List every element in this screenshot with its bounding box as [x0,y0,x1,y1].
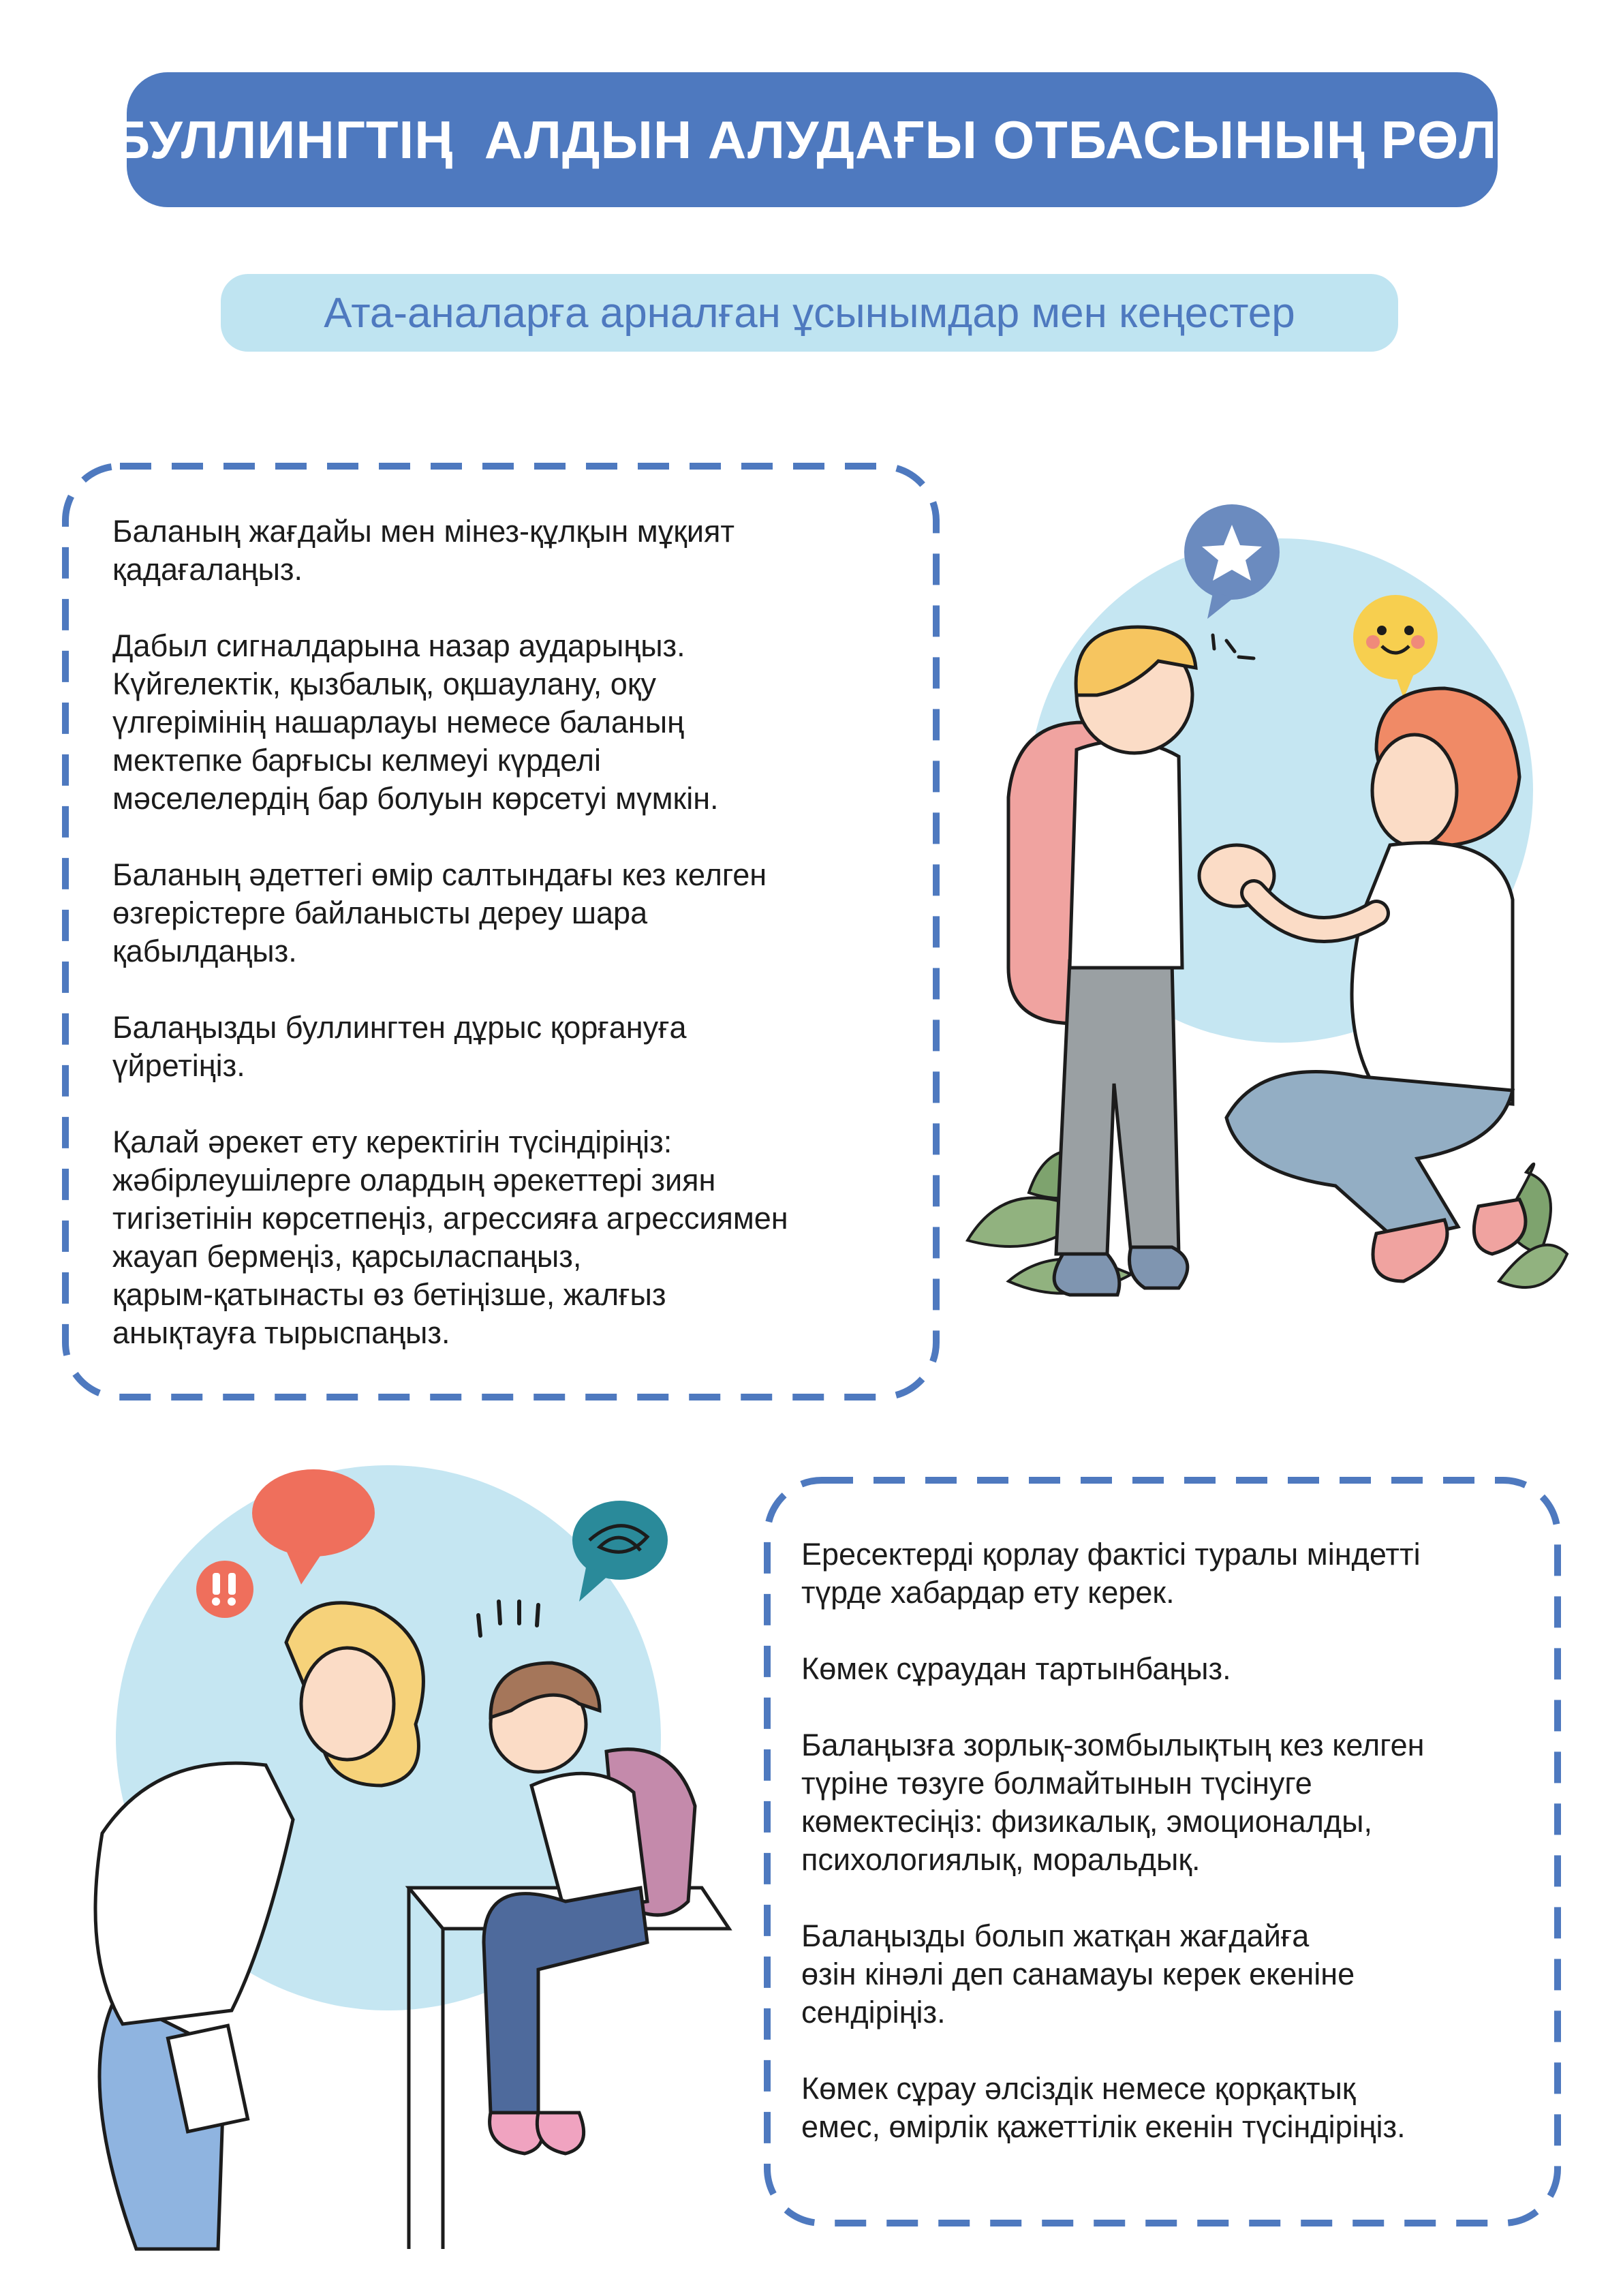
advice-paragraph: Баланың жағдайы мен мінез-құлқын мұқият қадағалаңыз. [112,514,735,587]
girl-shoe [537,2113,583,2154]
advice-paragraph: Көмек сұрау әлсіздік немесе қорқақтық емес, өмірлік қажеттілік екенін түсіндіріңіз. [801,2071,1406,2144]
advice-paragraph: Балаңызды буллингтен дұрыс қорғануға үйретіңіз. [112,1010,687,1083]
woman-legs [1226,1072,1513,1241]
boy-legs [1056,961,1179,1254]
advice-paragraph: Балаңызға зорлық-зомбылықтың кез келген түріне төзуге болмайтынын түсінуге көмектесіңіз: физикалық, эмоционалды, психологиялық, моральдық. [801,1728,1425,1877]
woman-face [301,1648,394,1760]
mother-son-illustration [954,491,1581,1322]
advice-paragraph: Дабыл сигналдарына назар аударыңыз. Күйгелектік, қызбалық, оқшаулану, оқу үлгерімінің нашарлауы немесе баланың мектепке барғысы келмеуі күрделі мәселелердің бар болуын көрсетуі мүмкін. [112,628,719,816]
boy-shoe [1054,1254,1119,1295]
advice-paragraph: Баланың әдеттегі өмір салтындағы кез келген өзгерістерге байланысты дереу шара қабылдаңыз. [112,857,767,968]
boy-shirt [1070,741,1182,968]
woman-face [1372,735,1457,846]
girl-shoe [490,2113,543,2154]
advice-paragraph: Қалай әрекет ету керектігін түсіндіріңіз: жәбірлеушілерге олардың әрекеттері зиян тигізетінін көрсетпеңіз, агрессияға агрессиямен жауап бермеңіз, қарсыласпаңыз, қарым-қатынасты өз бетіңізше, жалғыз анықтауға тырыспаңыз. [112,1124,788,1350]
girl-legs [484,1888,647,2113]
woman-girl-illustration [61,1465,743,2249]
woman-shoe [1474,1199,1526,1254]
scribble-speech-bubble-icon [572,1501,668,1602]
advice-paragraph: Көмек сұраудан тартынбаңыз. [801,1651,1231,1686]
advice-paragraph: Балаңызды болып жатқан жағдайға өзін кінәлі деп санамауы керек екеніне сендіріңіз. [801,1918,1355,2030]
top-advice-text [112,512,930,1352]
advice-paragraph: Ересектерді қорлау фактісі туралы міндетті түрде хабардар ету керек. [801,1537,1421,1610]
bottom-advice-text [801,1535,1551,2146]
page-title: БУЛЛИНГТІҢ АЛДЫН АЛУДАҒЫ ОТБАСЫНЫҢ РӨЛІ [112,109,1513,170]
title-banner [112,72,1513,207]
page-subtitle: Ата-аналарға арналған ұсынымдар мен кеңестер [324,289,1295,337]
exclamation-badge-icon [196,1561,253,1618]
boy-shoe [1130,1247,1188,1288]
subtitle-pill [221,274,1398,352]
woman-shirt [1352,843,1513,1104]
